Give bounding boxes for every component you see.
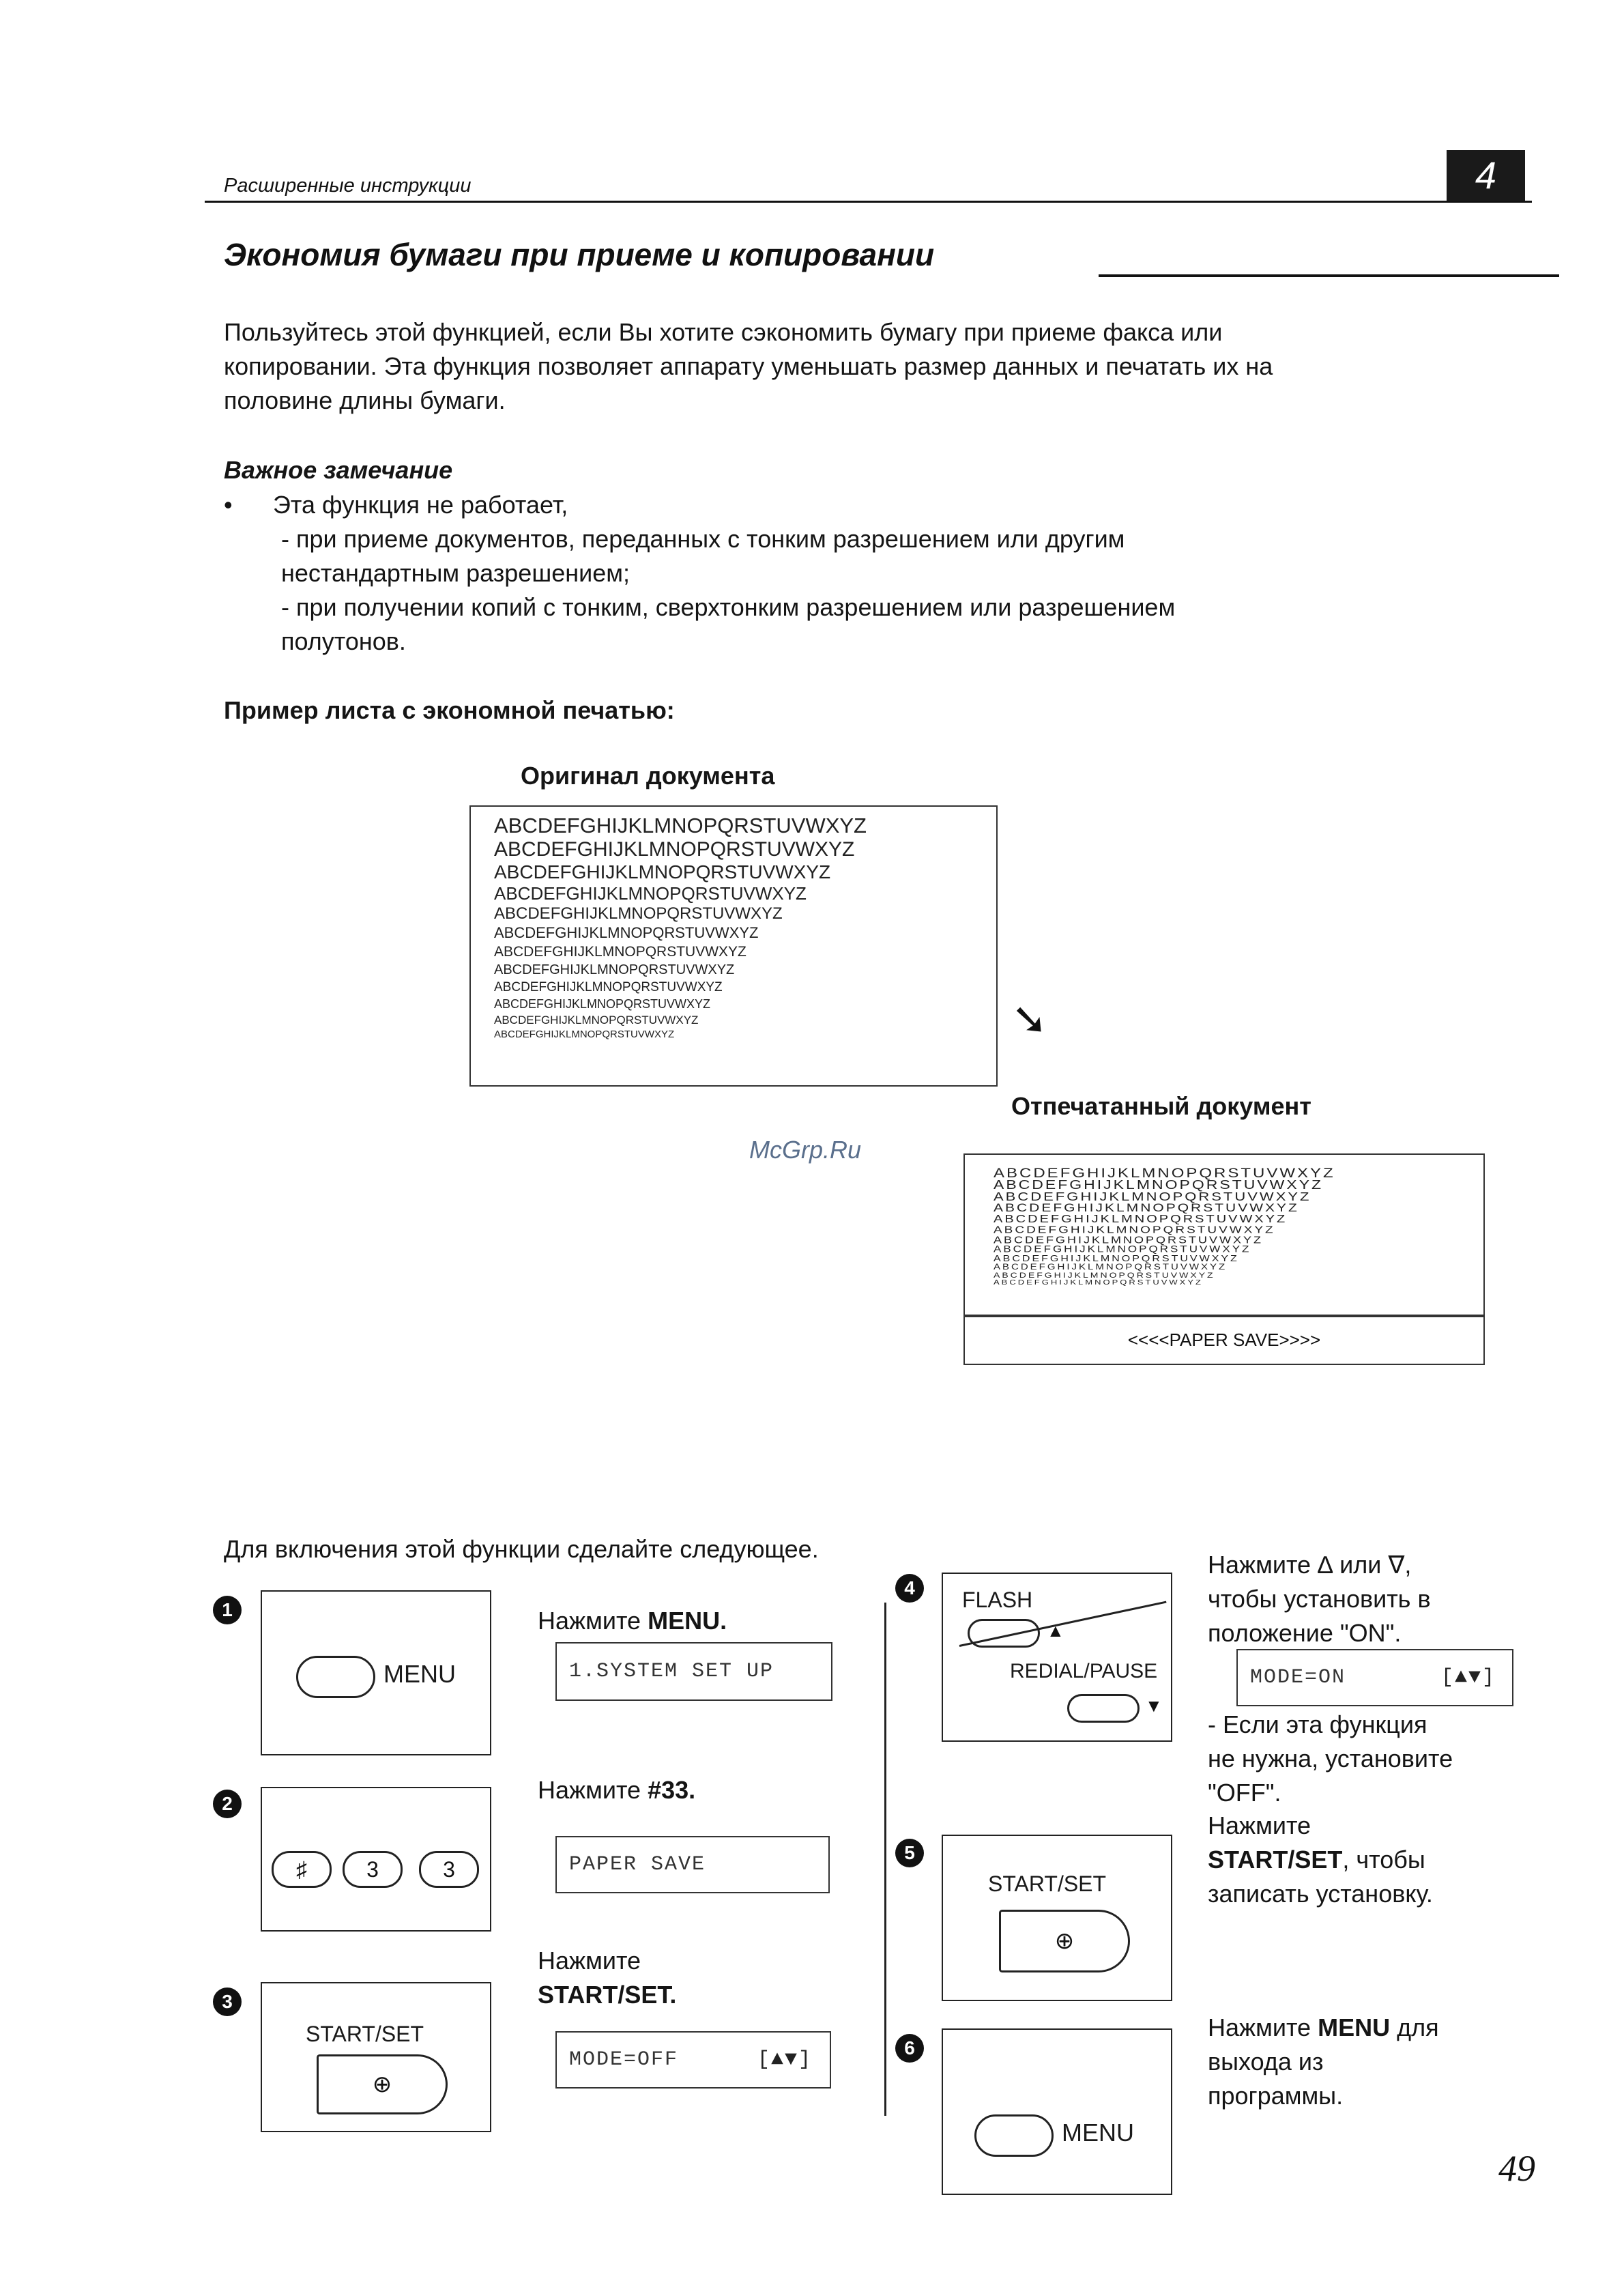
start-set-label: START/SET — [306, 2022, 424, 2046]
sample-line: ABCDEFGHIJKLMNOPQRSTUVWXYZ — [994, 1270, 1215, 1280]
step-number: 3 — [213, 1988, 242, 2016]
sample-line: ABCDEFGHIJKLMNOPQRSTUVWXYZ — [994, 1278, 1203, 1287]
note-line: полутонов. — [281, 627, 406, 655]
lcd-arrows: [▲▼] — [1440, 1666, 1496, 1689]
note-line: "OFF". — [1208, 1779, 1281, 1807]
procedure-intro: Для включения этой функции сделайте следующее. — [224, 1535, 819, 1563]
menu-key-label: MENU — [383, 1660, 456, 1688]
menu-button-icon — [296, 1656, 375, 1698]
instr-key: #33. — [648, 1776, 696, 1804]
sample-line: ABCDEFGHIJKLMNOPQRSTUVWXYZ — [994, 1234, 1264, 1246]
intro-line: Пользуйтесь этой функцией, если Вы хотите сэкономить бумагу при приеме факса или — [224, 318, 1223, 346]
instr-line: Нажмите ∆ или ∇, — [1208, 1551, 1412, 1579]
sample-line: ABCDEFGHIJKLMNOPQRSTUVWXYZ — [994, 1213, 1288, 1226]
step-4-note — [1208, 1708, 1453, 1810]
sample-line: ABCDEFGHIJKLMNOPQRSTUVWXYZ — [994, 1224, 1275, 1236]
instr-line: чтобы установить в — [1208, 1585, 1431, 1613]
sample-line: ABCDEFGHIJKLMNOPQRSTUVWXYZ — [494, 838, 855, 861]
step-number: 5 — [895, 1839, 924, 1867]
original-document-sample — [469, 805, 998, 1087]
instr-line: программы. — [1208, 2082, 1344, 2110]
instr-line: положение "ON". — [1208, 1619, 1402, 1647]
arrow-icon: ➘ — [1011, 994, 1048, 1044]
sample-line: ABCDEFGHIJKLMNOPQRSTUVWXYZ — [494, 861, 831, 882]
intro-paragraph — [224, 315, 1273, 418]
flash-label: FLASH — [962, 1588, 1033, 1612]
step-1-instruction — [538, 1604, 727, 1638]
flash-redial-panel — [942, 1573, 1172, 1742]
paper-save-banner: <<<<PAPER SAVE>>>> — [963, 1315, 1485, 1365]
instr-key: START/SET. — [538, 1981, 677, 2009]
lcd-arrows: [▲▼] — [757, 2048, 812, 2071]
note-heading: Важное замечание — [224, 456, 453, 484]
flash-button-icon — [968, 1619, 1040, 1648]
sample-line: ABCDEFGHIJKLMNOPQRSTUVWXYZ — [494, 1029, 675, 1040]
sample-line: ABCDEFGHIJKLMNOPQRSTUVWXYZ — [994, 1177, 1324, 1192]
step-number: 1 — [213, 1596, 242, 1624]
sample-line: ABCDEFGHIJKLMNOPQRSTUVWXYZ — [494, 904, 783, 923]
page-title: Экономия бумаги при приеме и копировании — [224, 237, 935, 272]
sample-line: ABCDEFGHIJKLMNOPQRSTUVWXYZ — [494, 814, 867, 837]
instr-key: START/SET — [1208, 1846, 1343, 1874]
digit-3-key-icon: 3 — [419, 1851, 479, 1888]
note-bullet: • — [224, 491, 233, 519]
sample-line: ABCDEFGHIJKLMNOPQRSTUVWXYZ — [994, 1254, 1239, 1263]
step-number: 2 — [213, 1790, 242, 1818]
instr-text: , чтобы — [1342, 1846, 1425, 1874]
lcd-display: 1.SYSTEM SET UP — [555, 1642, 832, 1701]
lcd-text: MODE=OFF — [569, 2048, 679, 2071]
start-set-key-panel — [942, 1835, 1172, 2001]
redial-label: REDIAL/PAUSE — [1010, 1660, 1158, 1682]
instr-key: MENU. — [648, 1607, 727, 1635]
instr-text: Нажмите — [538, 1607, 648, 1635]
instr-text: Нажмите — [1208, 2013, 1318, 2041]
step-2-instruction — [538, 1773, 695, 1807]
title-rule — [1099, 274, 1559, 277]
header-rule — [205, 201, 1532, 203]
chapter-badge: 4 — [1447, 150, 1525, 201]
hash-key-icon: ♯ — [272, 1851, 332, 1888]
instr-line: Нажмите — [1208, 1811, 1311, 1839]
note-list — [273, 488, 1175, 659]
down-arrow-icon: ▼ — [1145, 1695, 1163, 1716]
start-set-button-icon: ⊕ — [317, 2054, 448, 2114]
note-line: нестандартным разрешением; — [281, 559, 630, 587]
instr-line: записать установку. — [1208, 1880, 1433, 1908]
printed-label: Отпечатанный документ — [1011, 1092, 1311, 1120]
sample-line: ABCDEFGHIJKLMNOPQRSTUVWXYZ — [494, 924, 759, 941]
sample-line: ABCDEFGHIJKLMNOPQRSTUVWXYZ — [494, 883, 807, 904]
lcd-text: MODE=ON — [1250, 1666, 1346, 1689]
sample-line: ABCDEFGHIJKLMNOPQRSTUVWXYZ — [494, 962, 735, 977]
page-number: 49 — [1498, 2148, 1535, 2189]
sample-line: ABCDEFGHIJKLMNOPQRSTUVWXYZ — [494, 1014, 699, 1027]
example-heading: Пример листа с экономной печатью: — [224, 696, 675, 724]
printed-document-sample — [963, 1153, 1485, 1317]
instr-line: выхода из — [1208, 2048, 1324, 2076]
note-line: Эта функция не работает, — [273, 491, 568, 519]
intro-line: половине длины бумаги. — [224, 386, 506, 414]
sample-line: ABCDEFGHIJKLMNOPQRSTUVWXYZ — [494, 944, 746, 960]
lcd-display — [1236, 1649, 1513, 1706]
start-set-label: START/SET — [988, 1871, 1107, 1896]
up-arrow-icon: ▲ — [1047, 1620, 1064, 1641]
sample-line: ABCDEFGHIJKLMNOPQRSTUVWXYZ — [494, 980, 723, 994]
lcd-display — [555, 2031, 831, 2089]
watermark: McGrp.Ru — [749, 1136, 862, 1164]
start-set-button-icon: ⊕ — [999, 1910, 1130, 1972]
sample-line: ABCDEFGHIJKLMNOPQRSTUVWXYZ — [994, 1166, 1335, 1181]
instr-text: Нажмите — [538, 1947, 641, 1975]
step-4-instruction — [1208, 1548, 1431, 1650]
original-label: Оригинал документа — [521, 762, 775, 790]
sample-line: ABCDEFGHIJKLMNOPQRSTUVWXYZ — [994, 1189, 1311, 1203]
menu-key-panel — [261, 1590, 491, 1755]
step-6-instruction — [1208, 2011, 1439, 2113]
sample-line: ABCDEFGHIJKLMNOPQRSTUVWXYZ — [994, 1244, 1251, 1254]
note-line: - при приеме документов, переданных с тонким разрешением или другим — [281, 525, 1125, 553]
step-number: 4 — [895, 1574, 924, 1603]
sample-line: ABCDEFGHIJKLMNOPQRSTUVWXYZ — [994, 1201, 1299, 1214]
step-5-instruction — [1208, 1809, 1433, 1911]
column-divider — [884, 1603, 886, 2116]
running-header: Расширенные инструкции — [224, 175, 472, 197]
note-line: - Если эта функция — [1208, 1710, 1427, 1738]
instr-key: MENU — [1318, 2013, 1391, 2041]
intro-line: копировании. Эта функция позволяет аппарату уменьшать размер данных и печатать их на — [224, 352, 1273, 380]
sample-line: ABCDEFGHIJKLMNOPQRSTUVWXYZ — [494, 997, 711, 1011]
lcd-display: PAPER SAVE — [555, 1836, 830, 1893]
note-line: - при получении копий с тонким, сверхтонким разрешением или разрешением — [281, 593, 1176, 621]
keypad-panel — [261, 1787, 491, 1932]
start-set-key-panel — [261, 1982, 491, 2132]
menu-key-label: MENU — [1062, 2119, 1134, 2147]
step-3-instruction — [538, 1944, 676, 2012]
menu-button-icon — [974, 2114, 1054, 2157]
redial-button-icon — [1067, 1694, 1140, 1723]
note-line: не нужна, установите — [1208, 1745, 1453, 1773]
digit-3-key-icon: 3 — [343, 1851, 403, 1888]
instr-text: для — [1390, 2013, 1439, 2041]
step-number: 6 — [895, 2034, 924, 2063]
menu-key-panel — [942, 2028, 1172, 2195]
sample-line: ABCDEFGHIJKLMNOPQRSTUVWXYZ — [994, 1262, 1228, 1272]
instr-text: Нажмите — [538, 1776, 648, 1804]
